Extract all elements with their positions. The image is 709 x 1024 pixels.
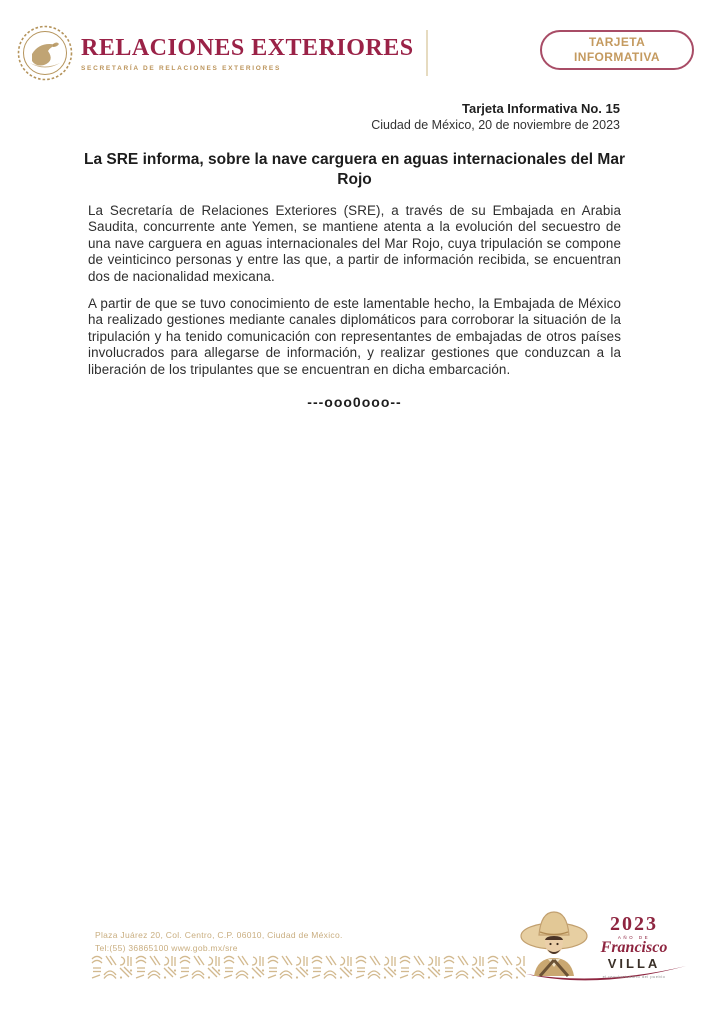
paragraph-2: A partir de que se tuvo conocimiento de este lamentable hecho, la Embajada de México ha realizado gestiones mediante canales diplomáticos para corroborar la situación de la tripulación y ha tenido comunicación con representantes de embajadas de otros países involucrados para allegarse de información, y realizar gestiones que conduzcan a la liberación de los tripulantes que se encuentran en dicha embarcación. bbox=[88, 296, 621, 377]
paragraph-1: La Secretaría de Relaciones Exteriores (SRE), a través de su Embajada en Arabia Saudita, concurrente ante Yemen, se mantiene atenta a la evolución del secuestro de una nave carguera en aguas internacionales del Mar Rojo, cuya tripulación se compone de veinticinco personas y entre las que, a partir de información recibida, se encuentran dos de nacionalidad mexicana. bbox=[88, 203, 621, 284]
villa-tagline: el revolucionario del pueblo bbox=[602, 973, 666, 979]
sre-eagle-seal-icon bbox=[16, 24, 74, 82]
document-number: Tarjeta Informativa No. 15 bbox=[462, 101, 620, 116]
villa-2023-logo bbox=[518, 898, 709, 990]
document-body bbox=[88, 203, 621, 410]
logo-text bbox=[81, 35, 414, 72]
badge-line2: INFORMATIVA bbox=[574, 50, 660, 64]
villa-year: 2023 bbox=[610, 913, 658, 935]
logo-subtitle: SECRETARÍA DE RELACIONES EXTERIORES bbox=[81, 64, 281, 72]
villa-first-name: Francisco bbox=[600, 939, 668, 956]
villa-year-caption: AÑO DE bbox=[617, 935, 651, 940]
aztec-pattern-band bbox=[90, 954, 526, 981]
header bbox=[16, 24, 694, 82]
dateline: Ciudad de México, 20 de noviembre de 2023 bbox=[371, 118, 620, 132]
footer-address bbox=[95, 929, 343, 955]
document-meta bbox=[371, 101, 620, 132]
tarjeta-informativa-badge bbox=[540, 30, 694, 70]
header-divider bbox=[426, 30, 428, 76]
villa-logo-text bbox=[592, 914, 676, 979]
sre-logo bbox=[16, 24, 428, 82]
logo-title: RELACIONES EXTERIORES bbox=[81, 34, 414, 61]
address-line2: Tel:(55) 36865100 www.gob.mx/sre bbox=[95, 942, 238, 953]
villa-last-name: VILLA bbox=[607, 955, 661, 971]
page-title: La SRE informa, sobre la nave carguera en aguas internacionales del Mar Rojo bbox=[84, 151, 625, 189]
address-line1: Plaza Juárez 20, Col. Centro, C.P. 06010, Ciudad de México. bbox=[95, 930, 343, 940]
end-separator: ---ooo0ooo-- bbox=[307, 394, 402, 411]
badge-line1: TARJETA bbox=[588, 35, 646, 49]
